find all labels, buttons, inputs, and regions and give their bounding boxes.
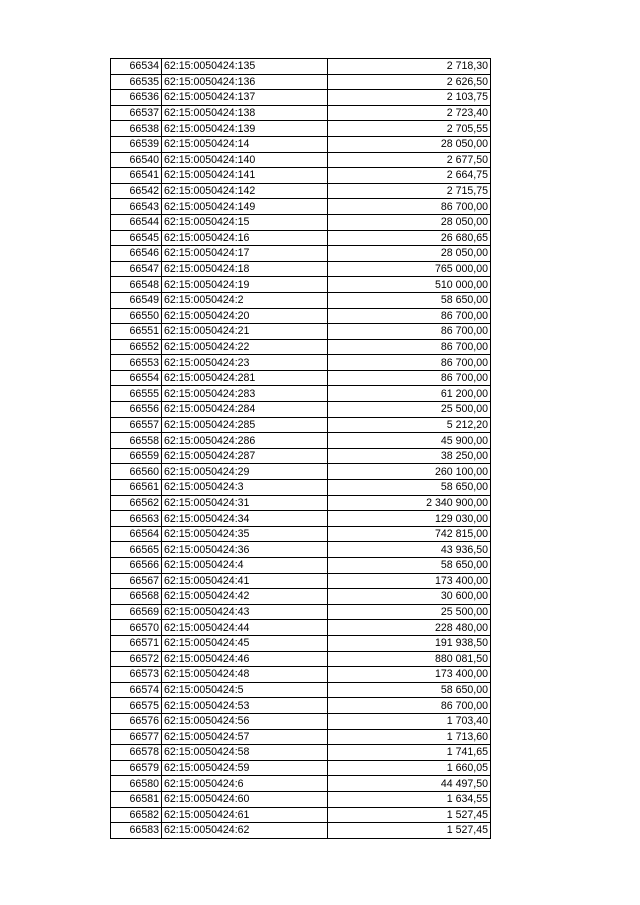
table-row bbox=[111, 386, 491, 402]
table-row bbox=[111, 59, 491, 75]
row-number-cell: 66578 bbox=[111, 745, 162, 761]
cadastral-number-cell: 62:15:0050424:62 bbox=[162, 823, 328, 839]
cadastral-value-cell: 1 660,05 bbox=[328, 760, 491, 776]
row-number-cell: 66576 bbox=[111, 713, 162, 729]
table-row bbox=[111, 542, 491, 558]
table-row bbox=[111, 136, 491, 152]
cadastral-value-cell: 1 527,45 bbox=[328, 807, 491, 823]
cadastral-number-cell: 62:15:0050424:137 bbox=[162, 90, 328, 106]
cadastral-value-cell: 30 600,00 bbox=[328, 589, 491, 605]
row-number-cell: 66574 bbox=[111, 682, 162, 698]
cadastral-value-cell: 2 103,75 bbox=[328, 90, 491, 106]
cadastral-number-cell: 62:15:0050424:59 bbox=[162, 760, 328, 776]
table-row bbox=[111, 823, 491, 839]
row-number-cell: 66567 bbox=[111, 573, 162, 589]
cadastral-number-cell: 62:15:0050424:2 bbox=[162, 292, 328, 308]
cadastral-value-cell: 742 815,00 bbox=[328, 526, 491, 542]
row-number-cell: 66558 bbox=[111, 433, 162, 449]
row-number-cell: 66569 bbox=[111, 604, 162, 620]
table-row bbox=[111, 214, 491, 230]
row-number-cell: 66549 bbox=[111, 292, 162, 308]
cadastral-number-cell: 62:15:0050424:29 bbox=[162, 464, 328, 480]
cadastral-value-cell: 28 050,00 bbox=[328, 246, 491, 262]
cadastral-value-cell: 2 677,50 bbox=[328, 152, 491, 168]
cadastral-value-cell: 44 497,50 bbox=[328, 776, 491, 792]
cadastral-value-cell: 2 340 900,00 bbox=[328, 495, 491, 511]
table-row bbox=[111, 105, 491, 121]
table-row bbox=[111, 807, 491, 823]
cadastral-number-cell: 62:15:0050424:6 bbox=[162, 776, 328, 792]
row-number-cell: 66550 bbox=[111, 308, 162, 324]
table-row bbox=[111, 729, 491, 745]
table-row bbox=[111, 573, 491, 589]
table-row bbox=[111, 526, 491, 542]
row-number-cell: 66539 bbox=[111, 136, 162, 152]
cadastral-value-cell: 61 200,00 bbox=[328, 386, 491, 402]
cadastral-value-cell: 86 700,00 bbox=[328, 308, 491, 324]
row-number-cell: 66534 bbox=[111, 59, 162, 75]
cadastral-value-cell: 86 700,00 bbox=[328, 199, 491, 215]
cadastral-number-cell: 62:15:0050424:140 bbox=[162, 152, 328, 168]
row-number-cell: 66582 bbox=[111, 807, 162, 823]
row-number-cell: 66560 bbox=[111, 464, 162, 480]
row-number-cell: 66565 bbox=[111, 542, 162, 558]
table-row bbox=[111, 90, 491, 106]
cadastral-value-cell: 2 723,40 bbox=[328, 105, 491, 121]
row-number-cell: 66551 bbox=[111, 324, 162, 340]
row-number-cell: 66543 bbox=[111, 199, 162, 215]
cadastral-value-cell: 129 030,00 bbox=[328, 511, 491, 527]
cadastral-number-cell: 62:15:0050424:142 bbox=[162, 183, 328, 199]
cadastral-value-cell: 25 500,00 bbox=[328, 402, 491, 418]
cadastral-number-cell: 62:15:0050424:61 bbox=[162, 807, 328, 823]
table-row bbox=[111, 495, 491, 511]
table-row bbox=[111, 199, 491, 215]
cadastral-number-cell: 62:15:0050424:16 bbox=[162, 230, 328, 246]
row-number-cell: 66556 bbox=[111, 402, 162, 418]
row-number-cell: 66561 bbox=[111, 480, 162, 496]
table-row bbox=[111, 713, 491, 729]
row-number-cell: 66548 bbox=[111, 277, 162, 293]
cadastral-number-cell: 62:15:0050424:34 bbox=[162, 511, 328, 527]
cadastral-number-cell: 62:15:0050424:58 bbox=[162, 745, 328, 761]
cadastral-value-cell: 191 938,50 bbox=[328, 635, 491, 651]
cadastral-number-cell: 62:15:0050424:56 bbox=[162, 713, 328, 729]
row-number-cell: 66552 bbox=[111, 339, 162, 355]
cadastral-number-cell: 62:15:0050424:14 bbox=[162, 136, 328, 152]
row-number-cell: 66545 bbox=[111, 230, 162, 246]
row-number-cell: 66575 bbox=[111, 698, 162, 714]
cadastral-value-cell: 1 527,45 bbox=[328, 823, 491, 839]
table-row bbox=[111, 433, 491, 449]
cadastral-number-cell: 62:15:0050424:138 bbox=[162, 105, 328, 121]
cadastral-value-table bbox=[110, 58, 491, 839]
table-row bbox=[111, 511, 491, 527]
table-row bbox=[111, 682, 491, 698]
cadastral-value-cell: 58 650,00 bbox=[328, 558, 491, 574]
row-number-cell: 66581 bbox=[111, 791, 162, 807]
row-number-cell: 66555 bbox=[111, 386, 162, 402]
table-row bbox=[111, 635, 491, 651]
cadastral-number-cell: 62:15:0050424:57 bbox=[162, 729, 328, 745]
table-row bbox=[111, 292, 491, 308]
cadastral-value-cell: 58 650,00 bbox=[328, 480, 491, 496]
row-number-cell: 66583 bbox=[111, 823, 162, 839]
cadastral-value-cell: 2 715,75 bbox=[328, 183, 491, 199]
cadastral-value-cell: 173 400,00 bbox=[328, 573, 491, 589]
row-number-cell: 66544 bbox=[111, 214, 162, 230]
table-row bbox=[111, 308, 491, 324]
row-number-cell: 66553 bbox=[111, 355, 162, 371]
cadastral-number-cell: 62:15:0050424:60 bbox=[162, 791, 328, 807]
table-row bbox=[111, 589, 491, 605]
row-number-cell: 66566 bbox=[111, 558, 162, 574]
table-row bbox=[111, 651, 491, 667]
row-number-cell: 66564 bbox=[111, 526, 162, 542]
table-row bbox=[111, 355, 491, 371]
table-row bbox=[111, 464, 491, 480]
cadastral-number-cell: 62:15:0050424:136 bbox=[162, 74, 328, 90]
table-row bbox=[111, 558, 491, 574]
cadastral-value-cell: 2 718,30 bbox=[328, 59, 491, 75]
row-number-cell: 66540 bbox=[111, 152, 162, 168]
cadastral-number-cell: 62:15:0050424:36 bbox=[162, 542, 328, 558]
table-row bbox=[111, 152, 491, 168]
table-row bbox=[111, 745, 491, 761]
table-body bbox=[111, 59, 491, 839]
cadastral-number-cell: 62:15:0050424:45 bbox=[162, 635, 328, 651]
cadastral-value-cell: 5 212,20 bbox=[328, 417, 491, 433]
cadastral-value-cell: 86 700,00 bbox=[328, 370, 491, 386]
table-row bbox=[111, 121, 491, 137]
row-number-cell: 66546 bbox=[111, 246, 162, 262]
cadastral-number-cell: 62:15:0050424:4 bbox=[162, 558, 328, 574]
cadastral-number-cell: 62:15:0050424:19 bbox=[162, 277, 328, 293]
cadastral-number-cell: 62:15:0050424:139 bbox=[162, 121, 328, 137]
cadastral-value-cell: 228 480,00 bbox=[328, 620, 491, 636]
row-number-cell: 66563 bbox=[111, 511, 162, 527]
row-number-cell: 66537 bbox=[111, 105, 162, 121]
cadastral-number-cell: 62:15:0050424:20 bbox=[162, 308, 328, 324]
table-row bbox=[111, 417, 491, 433]
cadastral-value-cell: 2 664,75 bbox=[328, 168, 491, 184]
row-number-cell: 66538 bbox=[111, 121, 162, 137]
cadastral-value-cell: 45 900,00 bbox=[328, 433, 491, 449]
cadastral-value-cell: 58 650,00 bbox=[328, 292, 491, 308]
row-number-cell: 66542 bbox=[111, 183, 162, 199]
cadastral-value-cell: 38 250,00 bbox=[328, 448, 491, 464]
table-row bbox=[111, 402, 491, 418]
table-row bbox=[111, 168, 491, 184]
table-row bbox=[111, 230, 491, 246]
table-row bbox=[111, 667, 491, 683]
cadastral-number-cell: 62:15:0050424:281 bbox=[162, 370, 328, 386]
cadastral-number-cell: 62:15:0050424:41 bbox=[162, 573, 328, 589]
cadastral-number-cell: 62:15:0050424:42 bbox=[162, 589, 328, 605]
table-row bbox=[111, 183, 491, 199]
row-number-cell: 66547 bbox=[111, 261, 162, 277]
row-number-cell: 66572 bbox=[111, 651, 162, 667]
row-number-cell: 66580 bbox=[111, 776, 162, 792]
cadastral-value-cell: 1 713,60 bbox=[328, 729, 491, 745]
table-row bbox=[111, 370, 491, 386]
cadastral-value-cell: 2 626,50 bbox=[328, 74, 491, 90]
cadastral-value-cell: 58 650,00 bbox=[328, 682, 491, 698]
row-number-cell: 66573 bbox=[111, 667, 162, 683]
cadastral-number-cell: 62:15:0050424:141 bbox=[162, 168, 328, 184]
table-row bbox=[111, 339, 491, 355]
row-number-cell: 66535 bbox=[111, 74, 162, 90]
row-number-cell: 66536 bbox=[111, 90, 162, 106]
row-number-cell: 66559 bbox=[111, 448, 162, 464]
table-row bbox=[111, 604, 491, 620]
cadastral-number-cell: 62:15:0050424:284 bbox=[162, 402, 328, 418]
row-number-cell: 66579 bbox=[111, 760, 162, 776]
cadastral-value-cell: 765 000,00 bbox=[328, 261, 491, 277]
cadastral-number-cell: 62:15:0050424:22 bbox=[162, 339, 328, 355]
cadastral-number-cell: 62:15:0050424:149 bbox=[162, 199, 328, 215]
cadastral-value-cell: 1 634,55 bbox=[328, 791, 491, 807]
cadastral-number-cell: 62:15:0050424:44 bbox=[162, 620, 328, 636]
cadastral-number-cell: 62:15:0050424:31 bbox=[162, 495, 328, 511]
row-number-cell: 66570 bbox=[111, 620, 162, 636]
table-row bbox=[111, 480, 491, 496]
table-row bbox=[111, 776, 491, 792]
cadastral-value-cell: 1 741,65 bbox=[328, 745, 491, 761]
cadastral-value-cell: 86 700,00 bbox=[328, 324, 491, 340]
cadastral-number-cell: 62:15:0050424:21 bbox=[162, 324, 328, 340]
table-row bbox=[111, 698, 491, 714]
row-number-cell: 66568 bbox=[111, 589, 162, 605]
cadastral-value-cell: 28 050,00 bbox=[328, 136, 491, 152]
table-row bbox=[111, 791, 491, 807]
cadastral-number-cell: 62:15:0050424:43 bbox=[162, 604, 328, 620]
cadastral-number-cell: 62:15:0050424:285 bbox=[162, 417, 328, 433]
cadastral-value-cell: 86 700,00 bbox=[328, 339, 491, 355]
cadastral-value-cell: 43 936,50 bbox=[328, 542, 491, 558]
cadastral-number-cell: 62:15:0050424:135 bbox=[162, 59, 328, 75]
row-number-cell: 66554 bbox=[111, 370, 162, 386]
cadastral-value-cell: 510 000,00 bbox=[328, 277, 491, 293]
cadastral-value-cell: 173 400,00 bbox=[328, 667, 491, 683]
cadastral-number-cell: 62:15:0050424:5 bbox=[162, 682, 328, 698]
cadastral-number-cell: 62:15:0050424:18 bbox=[162, 261, 328, 277]
table-row bbox=[111, 261, 491, 277]
cadastral-number-cell: 62:15:0050424:48 bbox=[162, 667, 328, 683]
cadastral-value-cell: 2 705,55 bbox=[328, 121, 491, 137]
cadastral-number-cell: 62:15:0050424:46 bbox=[162, 651, 328, 667]
row-number-cell: 66541 bbox=[111, 168, 162, 184]
cadastral-number-cell: 62:15:0050424:17 bbox=[162, 246, 328, 262]
cadastral-number-cell: 62:15:0050424:286 bbox=[162, 433, 328, 449]
cadastral-value-cell: 26 680,65 bbox=[328, 230, 491, 246]
table-row bbox=[111, 448, 491, 464]
table-row bbox=[111, 760, 491, 776]
row-number-cell: 66577 bbox=[111, 729, 162, 745]
cadastral-value-cell: 1 703,40 bbox=[328, 713, 491, 729]
cadastral-value-cell: 880 081,50 bbox=[328, 651, 491, 667]
cadastral-number-cell: 62:15:0050424:287 bbox=[162, 448, 328, 464]
cadastral-number-cell: 62:15:0050424:23 bbox=[162, 355, 328, 371]
cadastral-number-cell: 62:15:0050424:35 bbox=[162, 526, 328, 542]
table-row bbox=[111, 324, 491, 340]
cadastral-number-cell: 62:15:0050424:15 bbox=[162, 214, 328, 230]
row-number-cell: 66557 bbox=[111, 417, 162, 433]
cadastral-value-cell: 86 700,00 bbox=[328, 698, 491, 714]
cadastral-value-cell: 25 500,00 bbox=[328, 604, 491, 620]
table-row bbox=[111, 620, 491, 636]
table-row bbox=[111, 246, 491, 262]
row-number-cell: 66562 bbox=[111, 495, 162, 511]
cadastral-number-cell: 62:15:0050424:3 bbox=[162, 480, 328, 496]
table-row bbox=[111, 74, 491, 90]
cadastral-value-cell: 260 100,00 bbox=[328, 464, 491, 480]
cadastral-value-cell: 28 050,00 bbox=[328, 214, 491, 230]
row-number-cell: 66571 bbox=[111, 635, 162, 651]
cadastral-number-cell: 62:15:0050424:283 bbox=[162, 386, 328, 402]
cadastral-number-cell: 62:15:0050424:53 bbox=[162, 698, 328, 714]
table-row bbox=[111, 277, 491, 293]
cadastral-value-cell: 86 700,00 bbox=[328, 355, 491, 371]
